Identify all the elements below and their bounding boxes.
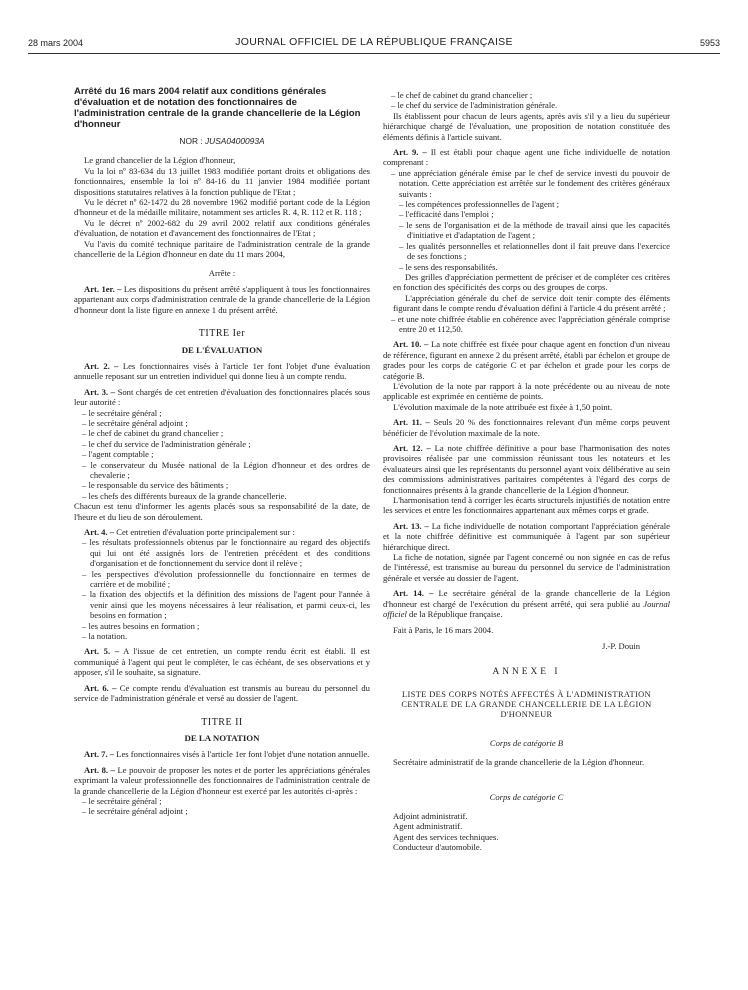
article-text: La fiche individuelle de notation comportant l'appréciation générale et la note chiffrée définitive est communiquée à l'agent par son supérieur hiérarchique direct. xyxy=(383,520,670,552)
article-10-paragraph: L'évolution maximale de la note attribuée est fixée à 1,50 point. xyxy=(393,401,613,412)
article-text: de la République française. xyxy=(409,609,503,620)
nor-label: NOR : xyxy=(179,136,203,146)
annexe-title: LISTE DES CORPS NOTÉS AFFECTÉS À L'ADMINISTRATION CENTRALE DE LA GRANDE CHANCELLERIE DE LA LÉGION D'HONNEUR xyxy=(401,689,652,719)
nor-reference xyxy=(74,136,370,146)
article-label: Art. 1er. – xyxy=(84,283,122,294)
article-text: Il est établi pour chaque agent une fiche individuelle de notation comprenant : xyxy=(383,147,670,168)
list-item: – le chef de cabinet du grand chancelier ; xyxy=(74,428,370,438)
article-label: Art. 13. – xyxy=(393,520,429,531)
left-column xyxy=(74,86,370,817)
article-9 xyxy=(383,147,670,168)
preamble-paragraph: Vu le décret nº 2002-682 du 29 avril 2002 relatif aux conditions générales d'évaluation, de notation et d'avancement des fonctionnaires de l'Etat ; xyxy=(74,217,370,239)
article-label: Art. 4. – xyxy=(84,527,115,537)
article-13 xyxy=(383,521,670,552)
article-9-list xyxy=(383,168,670,199)
list-item: – et une note chiffrée établie en cohérence avec l'appréciation générale comprise entre 20 et 112,50. xyxy=(383,314,670,335)
article-5 xyxy=(74,646,370,677)
preamble-paragraph: Le grand chancelier de la Légion d'honneur, xyxy=(84,155,236,166)
article-9-paragraph: L'appréciation générale du chef de service doit tenir compte des éléments figurant dans le compte rendu d'évaluation défini à l'article 4 du présent arrêté ; xyxy=(393,292,670,314)
article-text: La note chiffrée est fixée pour chaque agent en fonction d'un niveau de référence, figurant en annexe 2 du présent arrêté, établi par échelon et groupe de grades pour les corps de catégorie C et par échelon et grade pour les corps de catégorie B. xyxy=(383,339,670,381)
article-13-paragraph: La fiche de notation, signée par l'agent concerné ou non signée en cas de refus de l'intéressé, est transmise au bureau du personnel du service de l'administration générale et versée au dossier de l'agent. xyxy=(383,552,670,583)
article-text: Les fonctionnaires visés à l'article 1er font l'objet d'une évaluation annuelle reposant sur un entretien individuel qui donne lieu à un compte rendu. xyxy=(74,360,370,382)
article-label: Art. 8. – xyxy=(84,764,115,775)
list-item: – le sens de l'organisation et de la méthode de travail ainsi que les capacités d'initiative et d'adaptation de l'agent ; xyxy=(391,220,670,241)
article-label: Art. 7. – xyxy=(84,749,115,760)
article-text: Seuls 20 % des fonctionnaires relevant d'un même corps peuvent bénéficier de l'évolution maximale de la note. xyxy=(383,417,670,438)
list-item: – la fixation des objectifs et la définition des missions de l'agent pour l'année à venir ainsi que les moyens nécessaires à leur réalisation, et parmi ceux-ci, les besoins en formation ; xyxy=(74,589,370,620)
article-4 xyxy=(74,527,370,537)
article-8-list-continued xyxy=(383,90,670,111)
list-item: – l'agent comptable ; xyxy=(74,449,370,459)
list-item: – le secrétaire général ; xyxy=(74,796,370,806)
list-item: – le chef du service de l'administration générale. xyxy=(383,100,670,110)
article-label: Art. 14. – xyxy=(393,588,434,599)
article-text: Le pouvoir de proposer les notes et de porter les appréciations générales exprimant la valeur professionnelle des fonctionnaires de l'administration centrale de la grande chancellerie de la Légion d'honneur est exercé par les autorités ci-après : xyxy=(74,764,370,796)
header-date: 28 mars 2004 xyxy=(28,38,84,48)
article-11 xyxy=(383,417,670,438)
titre-2-heading: TITRE II xyxy=(201,716,243,728)
list-item: – le secrétaire général ; xyxy=(74,408,370,418)
article-text: Les dispositions du présent arrêté s'appliquent à tous les fonctionnaires appartenant aux corps d'administration centrale de la grande chancellerie de la Légion d'honneur dont la liste figure en annexe 1 du présent arrêté. xyxy=(74,283,370,315)
article-label: Art. 3. – xyxy=(84,386,115,397)
article-label: Art. 5. – xyxy=(84,646,119,657)
section-notation-heading: DE LA NOTATION xyxy=(184,732,260,743)
category-c-heading: Corps de catégorie C xyxy=(489,791,564,802)
annexe-heading: ANNEXE I xyxy=(492,667,561,678)
list-item: – le sens des responsabilités. xyxy=(391,262,670,272)
list-item: – les chefs des différents bureaux de la grande chancellerie. xyxy=(74,491,370,501)
list-item: – les compétences professionnelles de l'agent ; xyxy=(391,199,670,209)
article-label: Art. 9. – xyxy=(393,147,427,158)
article-8-list xyxy=(74,796,370,817)
article-1 xyxy=(74,284,370,315)
category-c-item: Adjoint administratif. xyxy=(393,810,468,821)
list-item: – le secrétaire général adjoint ; xyxy=(74,418,370,428)
category-c-item: Conducteur d'automobile. xyxy=(393,842,482,853)
category-c-item: Agent administratif. xyxy=(393,821,463,832)
titre-1-heading: TITRE Ier xyxy=(198,328,246,340)
article-12-paragraph: L'harmonisation tend à corriger les écarts structurels injustifiés de notation entre les services et entre les fonctionnaires appartenant aux mêmes corps et grade. xyxy=(383,495,670,516)
list-item: – les résultats professionnels obtenus par le fonctionnaire au regard des objectifs qui lui ont été assignés lors de l'entretien précédent et des conditions d'organisation et de fonctionnement du service dont il relève ; xyxy=(74,537,370,568)
list-item: – le secrétaire général adjoint ; xyxy=(74,806,370,816)
list-item: – le responsable du service des bâtiments ; xyxy=(74,480,370,490)
list-item: – l'efficacité dans l'emploi ; xyxy=(391,209,670,219)
article-10 xyxy=(383,339,670,381)
article-3 xyxy=(74,387,370,408)
article-8 xyxy=(74,765,370,796)
preamble-paragraph: Vu la loi nº 83-634 du 13 juillet 1983 modifiée portant droits et obligations des fonctionnaires, ensemble la loi nº 84-16 du 11 janvier 1984 modifiée portant dispositions statutaires relatives à la fonction publique de l'Etat ; xyxy=(74,165,370,197)
article-8-note: Ils établissent pour chacun de leurs agents, après avis s'il y a lieu du supérieur hiérarchique chargé de l'évaluation, une proposition de notation constituée des éléments définis à l'article suivant. xyxy=(383,110,670,142)
article-9-criteria xyxy=(383,199,670,272)
right-column xyxy=(383,90,670,853)
preamble-paragraph: Vu le décret nº 62-1472 du 28 novembre 1962 modifié portant code de la Légion d'honneur et de la médaille militaire, notamment ses articles R. 4, R. 112 et R. 118 ; xyxy=(74,197,370,218)
article-label: Art. 2. – xyxy=(84,360,119,371)
article-text: Les fonctionnaires visés à l'article 1er font l'objet d'une notation annuelle. xyxy=(116,749,370,760)
article-label: Art. 12. – xyxy=(393,443,431,453)
list-item: – le chef du service de l'administration générale ; xyxy=(74,439,370,449)
list-item: – la notation. xyxy=(74,631,370,641)
section-evaluation-heading: DE L'ÉVALUATION xyxy=(181,344,263,355)
list-item: – les autres besoins en formation ; xyxy=(74,621,370,631)
category-b-heading: Corps de catégorie B xyxy=(489,737,564,748)
article-text: Ce compte rendu d'évaluation est transmis au bureau du personnel du service de l'administration générale et versé au dossier de l'agent. xyxy=(74,682,370,704)
preamble-paragraph: Vu l'avis du comité technique paritaire de l'administration centrale de la grande chancellerie de la Légion d'honneur en date du 11 mars 2004, xyxy=(74,238,370,260)
article-label: Art. 11. – xyxy=(393,417,430,428)
article-2 xyxy=(74,361,370,382)
category-c-item: Agent des services techniques. xyxy=(393,831,499,842)
article-3-note: Chacun est tenu d'informer les agents placés sous sa responsabilité de la date, de l'heure et du lieu de son déroulement. xyxy=(74,501,370,522)
article-9-list xyxy=(383,314,670,335)
journal-officiel-italic: Journal officiel xyxy=(383,598,670,620)
decree-title: Arrêté du 16 mars 2004 relatif aux conditions générales d'évaluation et de notation des fonctionnaires de l'administration centrale de la grande chancellerie de la Légion d'honneur xyxy=(74,86,361,130)
list-item: – les qualités personnelles et relationnelles dont il fait preuve dans l'exercice de ses fonctions ; xyxy=(391,241,670,262)
article-text: Le secrétaire général de la grande chancellerie de la Légion d'honneur est chargé de l'exécution du présent arrêté, qui sera publié au xyxy=(383,588,670,609)
article-14 xyxy=(383,588,670,619)
arrete-heading: Arrête : xyxy=(208,268,236,279)
article-3-list xyxy=(74,408,370,502)
list-item: – le conservateur du Musée national de la Légion d'honneur et des ordres de chevalerie ; xyxy=(74,460,370,481)
category-b-text: Secrétaire administratif de la grande chancellerie de la Légion d'honneur. xyxy=(393,757,645,768)
article-7 xyxy=(74,749,370,759)
header-page-number: 5953 xyxy=(699,38,720,48)
article-text: Cet entretien d'évaluation porte principalement sur : xyxy=(116,527,295,537)
signature: J.-P. Douin xyxy=(602,640,640,651)
list-item: – les perspectives d'évolution professionnelle du fonctionnaire en termes de carrière et de mobilité ; xyxy=(74,569,370,590)
header-journal-title: JOURNAL OFFICIEL DE LA RÉPUBLIQUE FRANÇAISE xyxy=(235,36,513,48)
article-12 xyxy=(383,443,670,495)
article-label: Art. 6. – xyxy=(84,682,117,693)
fait-a-paris: Fait à Paris, le 16 mars 2004. xyxy=(393,624,494,635)
article-10-paragraph: L'évolution de la note par rapport à la note précédente ou au niveau de note applicable est exprimée en centième de points. xyxy=(383,380,670,402)
article-text: Sont chargés de cet entretien d'évaluation des fonctionnaires placés sous leur autorité : xyxy=(74,386,370,408)
article-4-list xyxy=(74,537,370,641)
list-item: – le chef de cabinet du grand chancelier ; xyxy=(383,90,670,100)
article-9-paragraph: Des grilles d'appréciation permettent de préciser et de compléter ces critères en fonction des spécificités des corps ou des groupes de corps. xyxy=(393,271,670,293)
article-label: Art. 10. – xyxy=(393,339,429,350)
list-item: – une appréciation générale émise par le chef de service investi du pouvoir de notation. Cette appréciation est arrêtée sur le fondement des critères généraux suivants : xyxy=(383,168,670,199)
article-text: A l'issue de cet entretien, un compte rendu écrit est établi. Il est communiqué à l'agent qui peut le compléter, le cas échéant, de ses observations et y apposer, s'il le souhaite, sa signature. xyxy=(74,646,370,678)
nor-code: JUSA0400093A xyxy=(204,136,265,146)
page-header xyxy=(28,36,720,54)
article-6 xyxy=(74,683,370,704)
article-text: La note chiffrée définitive a pour base l'harmonisation des notes provisoires réalisée par une commission réunissant tous les notateurs et les évaluateurs ainsi que les représentants du personnel ayant voix délibérative au sein des commissions administratives paritaires compétentes à l'égard des corps de fonctionnaires présents à la grande chancellerie de la Légion d'honneur. xyxy=(383,443,670,495)
